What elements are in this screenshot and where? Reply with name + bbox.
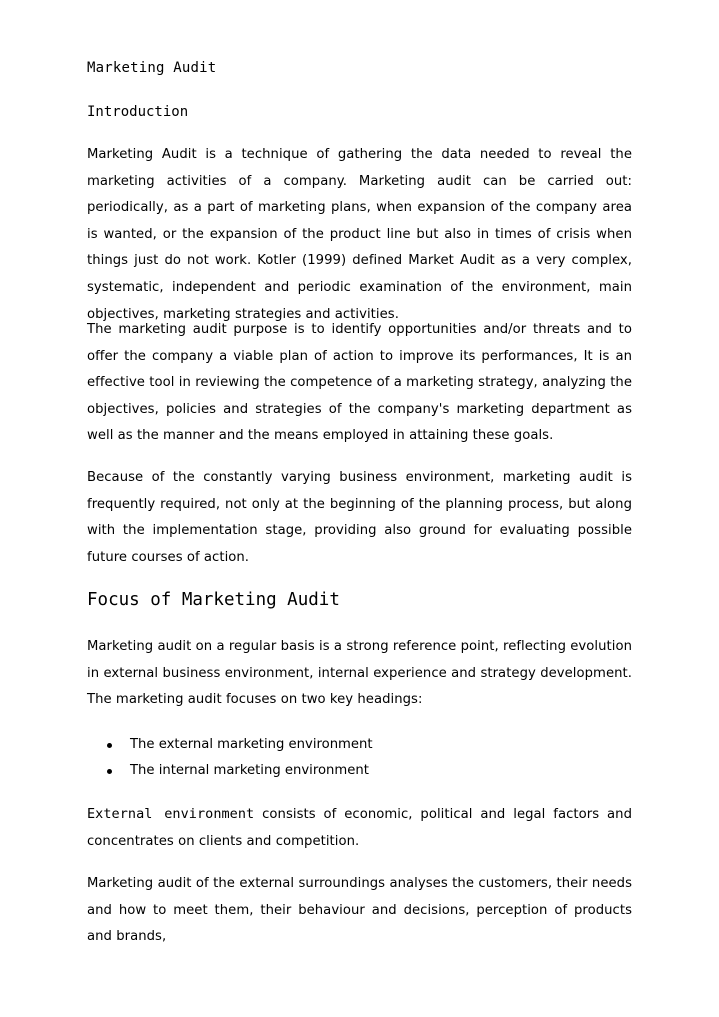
list-item xyxy=(87,732,373,758)
intro-paragraph-2: The marketing audit purpose is to identify opportunities and/or threats and to offer the company a viable plan of action to improve its performances, It is an effective tool in reviewing the competence of a marketing strategy, analyzing the objectives, policies and strategies of the company's marketing department as well as the manner and the means employed in attaining these goals. xyxy=(87,322,632,444)
external-environment-paragraph xyxy=(87,801,632,855)
introduction-heading: Introduction xyxy=(87,104,189,120)
external-audit-paragraph: Marketing audit of the external surroundings analyses the customers, their needs and how to meet them, their behaviour and decisions, perception of products and brands, xyxy=(87,876,632,945)
focus-paragraph: Marketing audit on a regular basis is a strong reference point, reflecting evolution in external business environment, internal experience and strategy development. The marketing audit focuses on two key headings: xyxy=(87,639,632,708)
bullet-icon xyxy=(107,743,112,748)
document-title: Marketing Audit xyxy=(87,60,217,76)
intro-paragraph-3: Because of the constantly varying business environment, marketing audit is frequently required, not only at the beginning of the planning process, but along with the implementation stage, providing also ground for evaluating possible future courses of action. xyxy=(87,470,632,565)
list-item xyxy=(87,758,373,784)
key-headings-list xyxy=(87,732,373,784)
list-item-text: The internal marketing environment xyxy=(130,763,369,778)
external-environment-term: External environment xyxy=(87,806,255,822)
list-item-text: The external marketing environment xyxy=(130,737,373,752)
external-environment-text: consists of economic, political and legal factors and concentrates on clients and competition. xyxy=(87,807,632,849)
focus-heading: Focus of Marketing Audit xyxy=(87,590,340,610)
intro-paragraph-1: Marketing Audit is a technique of gathering the data needed to reveal the marketing activities of a company. Marketing audit can be carried out: periodically, as a part of marketing plans, when expansion of the company area is wanted, or the expansion of the product line but also in times of crisis when things just do not work. Kotler (1999) defined Market Audit as a very complex, systematic, independent and periodic examination of the environment, main objectives, marketing strategies and activities. xyxy=(87,147,632,322)
bullet-icon xyxy=(107,769,112,774)
